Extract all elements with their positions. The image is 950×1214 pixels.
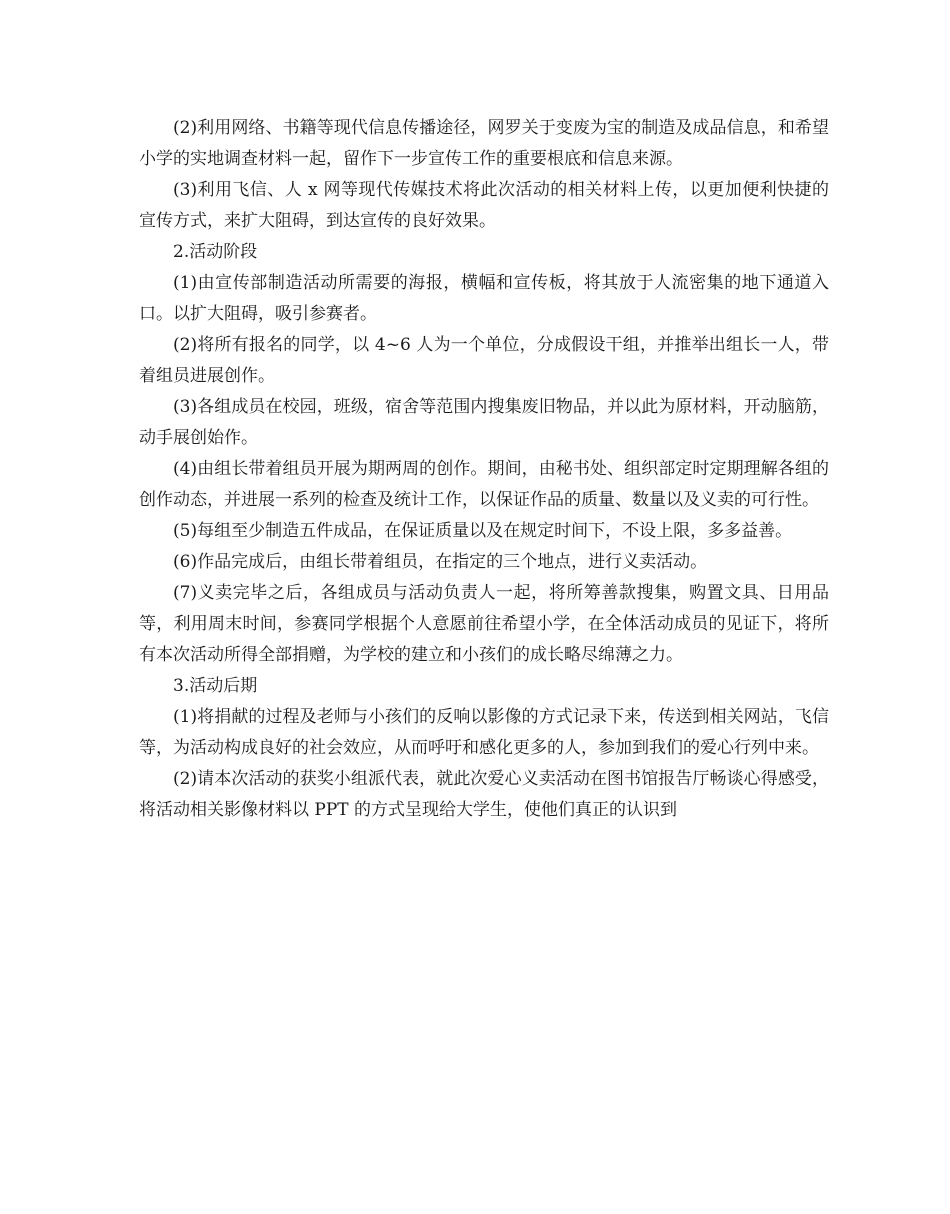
paragraph-stage-6: (6)作品完成后，由组长带着组员，在指定的三个地点，进行义卖活动。	[173, 552, 708, 572]
paragraph-stage-4: (4)由组长带着组员开展为期两周的创作。期间，由秘书处、组织部定时定期理解各组的创作动态，并进展一系列的检查及统计工作，以保证作品的质量、数量以及义卖的可行性。	[139, 459, 829, 510]
paragraph-stage-7: (7)义卖完毕之后，各组成员与活动负责人一起，将所筹善款搜集，购置文具、日用品等，利用周末时间，参赛同学根据个人意愿前往希望小学，在全体活动成员的见证下，将所有本次活动所得全部捐赠，为学校的建立和小孩们的成长略尽绵薄之力。	[139, 583, 829, 665]
document-body	[139, 113, 829, 826]
paragraph-promo-3: (3)利用飞信、人 x 网等现代传媒技术将此次活动的相关材料上传，以更加便利快捷的宣传方式，来扩大阻碍，到达宣传的良好效果。	[139, 180, 829, 231]
paragraph-stage-1: (1)由宣传部制造活动所需要的海报，横幅和宣传板，将其放于人流密集的地下通道入口。以扩大阻碍，吸引参赛者。	[139, 273, 829, 324]
section-heading-activity-later: 3.活动后期	[173, 676, 258, 696]
paragraph-stage-5: (5)每组至少制造五件成品，在保证质量以及在规定时间下，不设上限，多多益善。	[173, 521, 793, 541]
paragraph-later-1: (1)将捐献的过程及老师与小孩们的反响以影像的方式记录下来，传送到相关网站，飞信等，为活动构成良好的社会效应，从而呼吁和感化更多的人，参加到我们的爱心行列中来。	[139, 707, 829, 758]
paragraph-stage-3: (3)各组成员在校园，班级，宿舍等范围内搜集废旧物品，并以此为原材料，开动脑筋，动手展创始作。	[139, 397, 829, 448]
paragraph-promo-2: (2)利用网络、书籍等现代信息传播途径，网罗关于变废为宝的制造及成品信息，和希望小学的实地调查材料一起，留作下一步宣传工作的重要根底和信息来源。	[139, 118, 829, 169]
paragraph-later-2: (2)请本次活动的获奖小组派代表，就此次爱心义卖活动在图书馆报告厅畅谈心得感受，将活动相关影像材料以 PPT 的方式呈现给大学生，使他们真正的认识到	[139, 769, 829, 820]
paragraph-stage-2: (2)将所有报名的同学，以 4~6 人为一个单位，分成假设干组，并推举出组长一人，带着组员进展创作。	[139, 335, 829, 386]
section-heading-activity-stage: 2.活动阶段	[173, 242, 258, 262]
